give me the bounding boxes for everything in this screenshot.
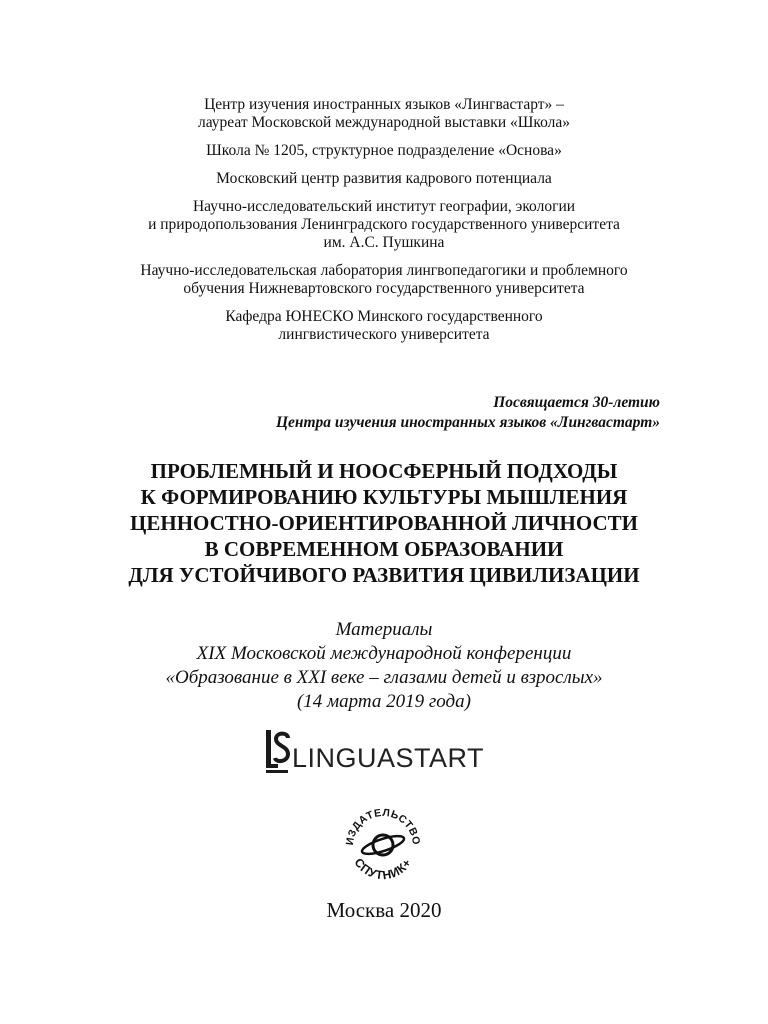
imprint-city-year: Москва 2020 [326,898,442,922]
organization-line: лауреат Московской международной выставки «Школа» [197,114,571,131]
title-line: ДЛЯ УСТОЙЧИВОГО РАЗВИТИЯ ЦИВИЛИЗАЦИИ [128,563,640,587]
linguastart-logo-text: LINGUASTART [292,743,485,773]
materials-line: XIX Московской международной конференции [196,643,572,664]
materials-line: (14 марта 2019 года) [296,691,471,712]
materials-line: «Образование в XXI веке – глазами детей и взрослых» [165,667,603,688]
title-line: К ФОРМИРОВАНИЮ КУЛЬТУРЫ МЫШЛЕНИЯ [140,485,628,509]
organization-item [0,198,768,252]
title-line: ЦЕННОСТНО-ОРИЕНТИРОВАННОЙ ЛИЧНОСТИ [130,511,638,535]
linguastart-logo-icon [264,728,290,774]
sputnik-publisher-seal [340,800,426,886]
linguastart-logo [264,728,484,774]
organization-line: Центр изучения иностранных языков «Лингвастарт» – [204,96,564,113]
organization-item [0,142,768,160]
svg-text:ИЗДАТЕЛЬСТВО [344,807,422,846]
dedication-line: Центра изучения иностранных языков «Лингвастарт» [275,414,660,431]
organization-line: и природопользования Ленинградского государственного университета [148,216,620,233]
title-line: В СОВРЕМЕННОМ ОБРАЗОВАНИИ [204,537,564,561]
dedication-line: Посвящается 30-летию [493,394,660,411]
organization-item [0,96,768,132]
organization-item [0,170,768,188]
organization-item [0,262,768,298]
organization-line: Московский центр развития кадрового потенциала [216,170,552,187]
organizations-list [0,96,768,354]
organization-line: Научно-исследовательская лаборатория лингвопедагогики и проблемного [140,262,628,279]
organization-line: Кафедра ЮНЕСКО Минского государственного [225,308,543,325]
svg-text:СПУТНИК+ [351,856,414,883]
dedication [276,393,660,433]
organization-line: Научно-исследовательский институт географии, экологии [192,198,576,215]
conference-materials [0,618,768,714]
organization-line: им. А.С. Пушкина [323,234,445,251]
seal-bottom-text: СПУТНИК+ [351,855,415,883]
materials-line: Материалы [335,619,433,640]
organization-item [0,308,768,344]
title-line: ПРОБЛЕМНЫЙ И НООСФЕРНЫЙ ПОДХОДЫ [150,459,618,483]
seal-top-text: ИЗДАТЕЛЬСТВО [343,806,423,847]
book-title [0,458,768,588]
organization-line: обучения Нижневартовского государственного университета [183,280,585,297]
organization-line: Школа № 1205, структурное подразделение «Основа» [206,142,562,159]
organization-line: лингвистического университета [278,326,490,343]
